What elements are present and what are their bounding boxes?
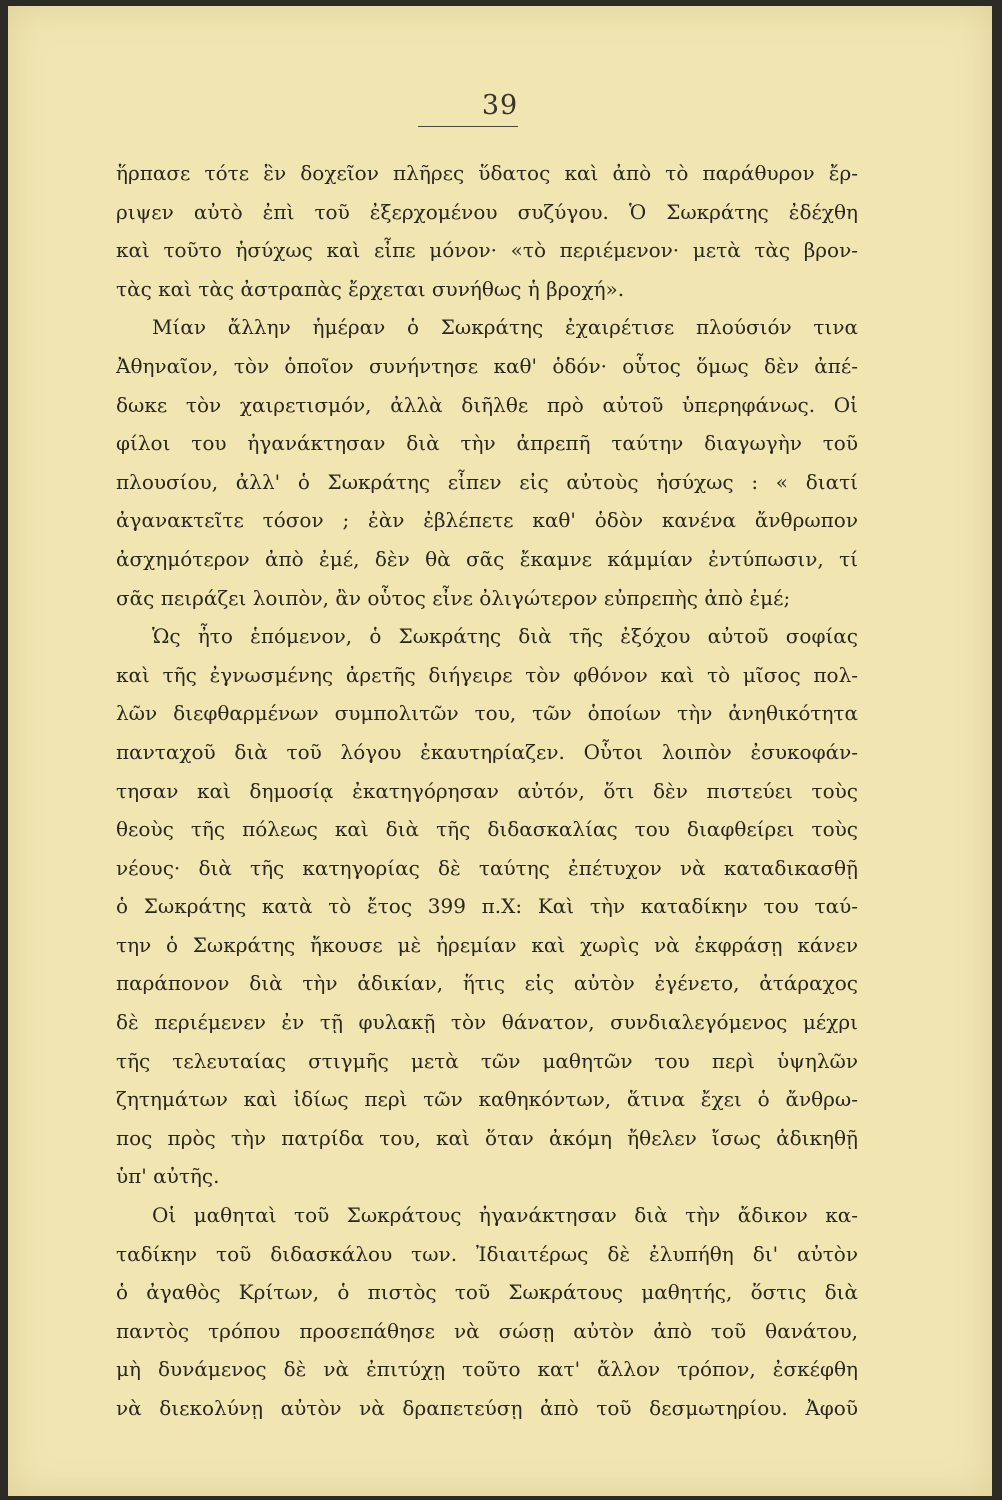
text-line: δωκε τὸν χαιρετισμόν, ἀλλὰ διῆλθε πρὸ αὐτοῦ ὑπερηφάνως. Οἱ [116,392,858,417]
text-line: δὲ περιέμενεν ἐν τῇ φυλακῇ τὸν θάνατον, συνδιαλεγόμενος μέχρι [116,1010,858,1035]
text-line: σᾶς πειράζει λοιπὸν, ἂν οὗτος εἶνε ὀλιγώτερον εὐπρεπὴς ἀπὸ ἐμέ; [116,585,791,610]
text-line: τῆς τελευταίας στιγμῆς μετὰ τῶν μαθητῶν του περὶ ὑψηλῶν [116,1048,858,1073]
page-number: 39 [481,90,519,121]
page-number-rule [418,126,518,127]
text-line: ὁ ἀγαθὸς Κρίτων, ὁ πιστὸς τοῦ Σωκράτους μαθητής, ὅστις διὰ [116,1280,858,1305]
text-line: φίλοι του ἠγανάκτησαν διὰ τὴν ἀπρεπῆ ταύτην διαγωγὴν τοῦ [116,431,858,456]
book-page [8,6,992,1496]
text-line: ὑπ' αὐτῆς. [116,1164,220,1189]
text-line: ἀγανακτεῖτε τόσον ; ἐὰν ἐβλέπετε καθ' ὁδὸν κανένα ἄνθρωπον [116,508,858,533]
text-line: θεοὺς τῆς πόλεως καὶ διὰ τῆς διδασκαλίας του διαφθείρει τοὺς [116,817,858,842]
text-line: πλουσίου, ἀλλ' ὁ Σωκράτης εἶπεν εἰς αὐτοὺς ἡσύχως : « διατί [116,469,858,494]
text-line: παντὸς τρόπου προσεπάθησε νὰ σώσῃ αὐτὸν ἀπὸ τοῦ θανάτου, [116,1318,858,1343]
text-line: νέους· διὰ τῆς κατηγορίας δὲ ταύτης ἐπέτυχον νὰ καταδικασθῇ [116,855,858,880]
text-line: νὰ διεκολύνῃ αὐτὸν νὰ δραπετεύσῃ ἀπὸ τοῦ δεσμωτηρίου. Ἀφοῦ [116,1396,858,1420]
text-line: ἥρπασε τότε ἓν δοχεῖον πλῆρες ὕδατος καὶ ἀπὸ τὸ παράθυρον ἔρ- [116,161,858,185]
text-line: ζητημάτων καὶ ἰδίως περὶ τῶν καθηκόντων, ἅτινα ἔχει ὁ ἄνθρω- [116,1087,858,1112]
text-line: Ὡς ἦτο ἑπόμενον, ὁ Σωκράτης διὰ τῆς ἐξόχου αὐτοῦ σοφίας [152,624,858,649]
text-line: ταδίκην τοῦ διδασκάλου των. Ἰδιαιτέρως δὲ ἐλυπήθη δι' αὐτὸν [116,1241,858,1266]
text-line: παράπονον διὰ τὴν ἀδικίαν, ἥτις εἰς αὐτὸν ἐγένετο, ἀτάραχος [116,971,858,996]
text-line: πανταχοῦ διὰ τοῦ λόγου ἐκαυτηρίαζεν. Οὗτοι λοιπὸν ἐσυκοφάν- [116,739,858,764]
text-line: πος πρὸς τὴν πατρίδα του, καὶ ὅταν ἀκόμη ἤθελεν ἴσως ἀδικηθῇ [116,1125,858,1150]
text-line: τησαν καὶ δημοσίᾳ ἐκατηγόρησαν αὐτόν, ὅτι δὲν πιστεύει τοὺς [116,778,858,803]
text-line: καὶ τῆς ἐγνωσμένης ἀρετῆς διήγειρε τὸν φθόνον καὶ τὸ μῖσος πολ- [116,662,858,687]
text-line: Μίαν ἄλλην ἡμέραν ὁ Σωκράτης ἐχαιρέτισε πλούσιόν τινα [152,315,858,340]
text-line: ὁ Σωκράτης κατὰ τὸ ἔτος 399 π.Χ: Καὶ τὴν καταδίκην του ταύ- [116,894,858,919]
text-line: την ὁ Σωκράτης ἤκουσε μὲ ἠρεμίαν καὶ χωρὶς νὰ ἐκφράσῃ κάνεν [116,932,858,957]
text-line: Ἀθηναῖον, τὸν ὁποῖον συνήντησε καθ' ὁδόν· οὗτος ὅμως δὲν ἀπέ- [116,353,858,378]
text-line: καὶ τοῦτο ἡσύχως καὶ εἶπε μόνον· «τὸ περιέμενον· μετὰ τὰς βρον- [116,238,858,263]
text-line: ἀσχημότερον ἀπὸ ἐμέ, δὲν θὰ σᾶς ἔκαμνε κάμμίαν ἐντύπωσιν, τί [116,546,858,571]
text-line: ριψεν αὐτὸ ἐπὶ τοῦ ἐξερχομένου συζύγου. Ὁ Σωκράτης ἐδέχθη [116,199,858,224]
text-line: Οἱ μαθηταὶ τοῦ Σωκράτους ἠγανάκτησαν διὰ τὴν ἄδικον κα- [152,1203,858,1228]
text-line: λῶν διεφθαρμένων συμπολιτῶν του, τῶν ὁποίων τὴν ἀνηθικότητα [116,701,858,726]
body-text [116,154,858,1428]
text-line: τὰς καὶ τὰς ἀστραπὰς ἔρχεται συνήθως ἡ βροχή». [116,276,625,301]
text-line: μὴ δυνάμενος δὲ νὰ ἐπιτύχῃ τοῦτο κατ' ἄλλον τρόπον, ἐσκέφθη [116,1357,858,1382]
